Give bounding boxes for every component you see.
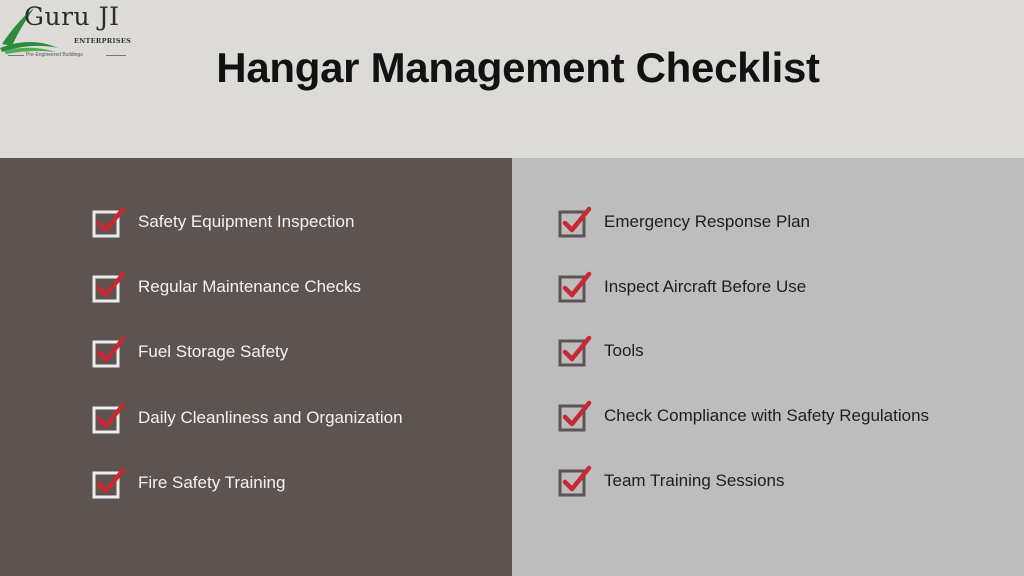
checklist-item-label: Check Compliance with Safety Regulations [604,406,930,425]
red-checkmark-box-icon [92,467,126,501]
checklist-item-label: Emergency Response Plan [604,212,811,231]
checklist-item-label: Safety Equipment Inspection [138,212,355,231]
checklist-item-label: Inspect Aircraft Before Use [604,277,807,296]
checklist-item-label: Fuel Storage Safety [138,342,289,361]
logo-brand-text: Guru JI [24,2,120,31]
logo-tagline: Pre-Engineered Buildings [26,52,83,58]
checklist-item-label: Team Training Sessions [604,471,785,490]
left-checklist-panel [0,158,512,576]
red-checkmark-box-icon [558,206,592,240]
page-title: Hangar Management Checklist [216,44,820,91]
red-checkmark-box-icon [92,206,126,240]
checklist-item-label: Regular Maintenance Checks [138,277,362,296]
red-checkmark-box-icon [558,465,592,499]
checklist-item-label: Fire Safety Training [138,473,286,492]
red-checkmark-box-icon [92,336,126,370]
red-checkmark-box-icon [558,335,592,369]
header [0,0,1024,158]
checklist-item-label: Daily Cleanliness and Organization [138,408,403,427]
checklist-item-label: Tools [604,341,644,360]
right-checklist-panel [512,158,1024,576]
red-checkmark-box-icon [92,402,126,436]
red-checkmark-box-icon [92,271,126,305]
red-checkmark-box-icon [558,271,592,305]
red-checkmark-box-icon [558,400,592,434]
logo-subtitle: ENTERPRISES [74,37,132,45]
